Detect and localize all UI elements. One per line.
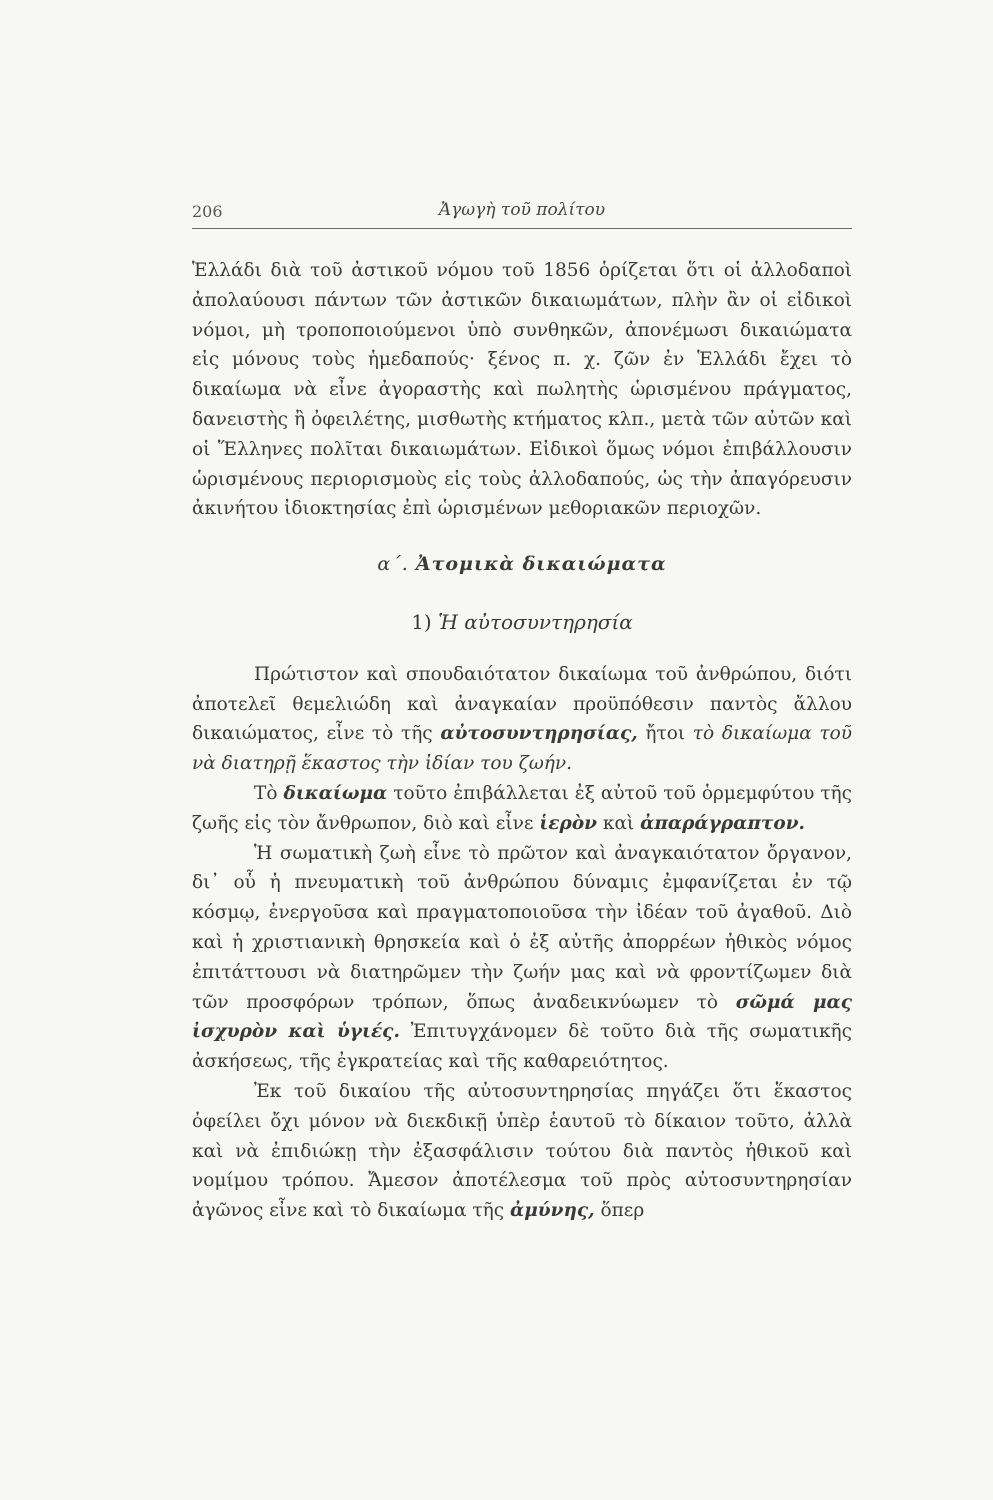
emphasized-term: ἀπαράγραπτον. xyxy=(640,812,805,834)
paragraph-text: Ἡ σωματικὴ ζωὴ εἶνε τὸ πρῶτον καὶ ἀναγκαιότατον ὄργανον, δι᾽ οὗ ἡ πνευματικὴ τοῦ ἀνθρώπου δύναμις ἐμφανίζεται ἐν τῷ κόσμῳ, ἐνεργοῦσα καὶ πραγματοποιοῦσα τὴν ἰδέαν τοῦ ἀγαθοῦ. Διὸ καὶ ἡ χριστιανικὴ θρησκεία καὶ ὁ ἐξ αὐτῆς ἀπορρέων ἠθικὸς νόμος ἐπιτάττουσι νὰ διατηρῶμεν τὴν ζωήν μας καὶ νὰ φροντίζωμεν διὰ τῶν προσφόρων τρόπων, ὅπως ἀναδεικνύωμεν τὸ xyxy=(192,842,852,1013)
emphasized-term: σῶμά μας ἰσχυρὸν καὶ ὑγιές. xyxy=(192,991,853,1043)
emphasized-term: δικαίωμα xyxy=(283,782,388,804)
definition-text: τὸ δικαίωμα τοῦ νὰ διατηρῇ ἕκαστος τὴν ἰδίαν του ζωήν. xyxy=(192,723,852,775)
subsection-number: 1) xyxy=(411,609,432,634)
subsection-title: Ἡ αὐτοσυντηρησία xyxy=(438,609,633,634)
page-header xyxy=(192,200,852,229)
paragraph xyxy=(192,839,852,1077)
paragraph-text: τοῦτο ἐπιβάλλεται ἐξ αὐτοῦ τοῦ ὁρμεμφύτου τῆς ζωῆς εἰς τὸν ἄνθρωπον, διὸ καὶ εἶνε xyxy=(192,782,853,834)
page-number: 206 xyxy=(192,202,223,221)
paragraph xyxy=(192,660,852,779)
paragraph-text: Ἐκ τοῦ δικαίου τῆς αὐτοσυντηρησίας πηγάζει ὅτι ἕκαστος ὀφείλει ὄχι μόνον νὰ διεκδικῇ ὑπὲρ ἑαυτοῦ τὸ δίκαιον τοῦτο, ἀλλὰ καὶ νὰ ἐπιδιώκῃ τὴν ἐξασφάλισιν τούτου διὰ παντὸς ἠθικοῦ καὶ νομίμου τρόπου. Ἄμεσον ἀποτέλεσμα τοῦ πρὸς αὐτοσυντηρησίαν ἀγῶνος εἶνε καὶ τὸ δικαίωμα τῆς xyxy=(192,1080,852,1222)
paragraph xyxy=(192,1077,852,1226)
paragraph-text: Πρώτιστον καὶ σπουδαιότατον δικαίωμα τοῦ ἀνθρώπου, διότι ἀποτελεῖ θεμελιώδη καὶ ἀναγκαίαν προϋπόθεσιν παντὸς ἄλλου δικαιώματος, εἶνε τὸ τῆς xyxy=(192,663,852,745)
paragraph-text: Τὸ xyxy=(254,782,284,804)
paragraph-text: ὅπερ xyxy=(594,1200,645,1222)
body-text xyxy=(192,256,852,1226)
paragraph xyxy=(192,779,852,839)
running-title: Ἀγωγὴ τοῦ πολίτου xyxy=(438,200,606,220)
paragraph-text: καὶ xyxy=(597,812,641,834)
intro-paragraph: Ἑλλάδι διὰ τοῦ ἀστικοῦ νόμου τοῦ 1856 ὁρίζεται ὅτι οἱ ἀλλοδαποὶ ἀπολαύουσι πάντων τῶν ἀστικῶν δικαιωμάτων, πλὴν ἂν οἱ εἰδικοὶ νόμοι, μὴ τροποποιούμενοι ὑπὸ συνθηκῶν, ἀπονέμωσι δικαιώματα εἰς μόνους τοὺς ἡμεδαπούς· ξένος π. χ. ζῶν ἐν Ἑλλάδι ἔχει τὸ δικαίωμα νὰ εἶνε ἀγοραστὴς καὶ πωλητὴς ὡρισμένου πράγματος, δανειστὴς ἢ ὀφειλέτης, μισθωτὴς κτήματος κλπ., μετὰ τῶν αὐτῶν καὶ οἱ Ἕλληνες πολῖται δικαιωμάτων. Εἰδικοὶ ὅμως νόμοι ἐπιβάλλουσιν ὡρισμένους περιορισμοὺς εἰς τοὺς ἀλλοδαπούς, ὡς τὴν ἀπαγόρευσιν ἀκινήτου ἰδιοκτησίας ἐπὶ ὡρισμένων μεθοριακῶν περιοχῶν. xyxy=(192,260,852,520)
emphasized-term: ἱερὸν xyxy=(539,812,597,834)
paragraph-text: ἤτοι xyxy=(637,723,693,745)
section-heading xyxy=(192,550,852,580)
paragraph-text: Ἐπιτυγχάνομεν δὲ τοῦτο διὰ τῆς σωματικῆς ἀσκήσεως, τῆς ἐγκρατείας καὶ τῆς καθαρειότητος. xyxy=(192,1021,852,1073)
emphasized-term: αὐτοσυντηρησίας, xyxy=(440,723,638,745)
section-marker: α΄. xyxy=(377,553,409,576)
section-title: Ἀτομικὰ δικαιώματα xyxy=(415,553,667,576)
emphasized-term: ἀμύνης, xyxy=(510,1200,595,1222)
subsection-heading xyxy=(192,608,852,638)
